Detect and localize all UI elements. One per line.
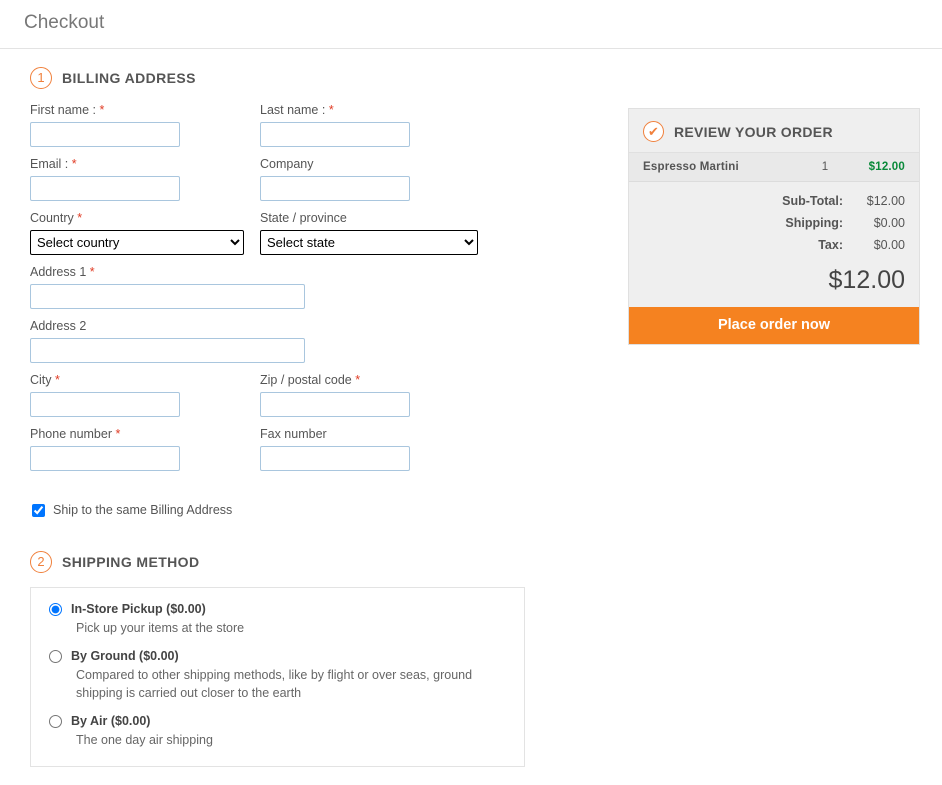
fax-label-text: Fax number: [260, 427, 327, 441]
email-input[interactable]: [30, 176, 180, 201]
shipping-desc-in-store-pickup: Pick up your items at the store: [76, 621, 245, 635]
state-label: [260, 211, 488, 225]
email-field: [30, 157, 258, 201]
order-item-row: [629, 152, 919, 182]
first-name-label: [30, 103, 258, 117]
company-label-text: Company: [260, 157, 314, 171]
tax-value: $0.00: [873, 238, 905, 252]
address2-label: [30, 319, 305, 333]
zip-label: [260, 373, 488, 387]
shipping-option-by-air[interactable]: [47, 714, 508, 749]
country-field: [30, 211, 258, 255]
city-label: [30, 373, 258, 387]
order-totals: [629, 182, 919, 264]
review-top-edge: [628, 101, 920, 108]
zip-label-text: Zip / postal code: [260, 373, 352, 387]
order-item-qty: 1: [821, 161, 829, 173]
grand-total: $12.00: [828, 266, 905, 294]
check-icon: ✔: [643, 121, 664, 142]
last-name-label-text: Last name :: [260, 103, 326, 117]
address1-input[interactable]: [30, 284, 305, 309]
address1-label-text: Address 1: [30, 265, 87, 279]
phone-field: [30, 427, 258, 471]
shipping-option-in-store-pickup[interactable]: [47, 602, 508, 637]
company-input[interactable]: [260, 176, 410, 201]
shipping-radio-by-ground[interactable]: [49, 650, 62, 663]
shipping-method-header: [30, 551, 620, 573]
ship-same-address-label: Ship to the same Billing Address: [53, 503, 233, 517]
address1-field: [30, 265, 305, 309]
country-label: [30, 211, 258, 225]
city-zip-row: [30, 373, 620, 427]
shipping-total-label: Shipping:: [785, 216, 843, 230]
shipping-desc-by-ground: Compared to other shipping methods, like by flight or over seas, ground shipping is carried out closer to the earth: [76, 668, 473, 701]
checkout-right-column: [628, 49, 928, 353]
last-name-input[interactable]: [260, 122, 410, 147]
shipping-label-in-store-pickup: In-Store Pickup ($0.00): [71, 602, 206, 616]
first-name-field: [30, 103, 258, 147]
shipping-radio-in-store-pickup[interactable]: [49, 603, 62, 616]
country-select[interactable]: [30, 230, 244, 255]
address2-label-text: Address 2: [30, 319, 87, 333]
company-label: [260, 157, 488, 171]
first-name-required: *: [99, 103, 105, 117]
city-field: [30, 373, 258, 417]
billing-address-title: BILLING ADDRESS: [62, 70, 196, 86]
page-title: Checkout: [0, 0, 942, 49]
phone-required: *: [115, 427, 121, 441]
last-name-label: [260, 103, 488, 117]
step-badge-2: 2: [30, 551, 52, 573]
order-review-title: REVIEW YOUR ORDER: [674, 123, 833, 140]
shipping-option-line[interactable]: [47, 649, 508, 663]
country-state-row: [30, 211, 620, 265]
shipping-label-by-air: By Air ($0.00): [71, 714, 151, 729]
checkout-content: [0, 49, 942, 767]
subtotal-label: Sub-Total:: [782, 194, 843, 208]
checkout-left-column: [0, 49, 620, 767]
order-review-panel: [628, 108, 920, 345]
city-required: *: [55, 373, 60, 387]
place-order-button[interactable]: Place order now: [629, 307, 919, 344]
tax-label: Tax:: [818, 238, 843, 252]
subtotal-value: $12.00: [866, 194, 905, 208]
email-label: [30, 157, 258, 171]
last-name-field: [260, 103, 488, 147]
fax-field: [260, 427, 488, 471]
address1-label: [30, 265, 305, 279]
email-label-text: Email :: [30, 157, 69, 171]
subtotal-row: [643, 194, 905, 208]
last-name-required: *: [328, 103, 334, 117]
shipping-method-options: [30, 587, 525, 767]
address2-input[interactable]: [30, 338, 305, 363]
zip-required: *: [355, 373, 361, 387]
billing-address-header: [30, 67, 620, 89]
first-name-label-text: First name :: [30, 103, 96, 117]
zip-input[interactable]: [260, 392, 410, 417]
tax-row: [643, 238, 905, 252]
zip-field: [260, 373, 488, 417]
step-badge-1: 1: [30, 67, 52, 89]
shipping-option-by-ground[interactable]: [47, 649, 508, 702]
review-bottom-edge: [628, 345, 920, 353]
name-row: [30, 103, 620, 157]
billing-address-form: [30, 103, 620, 517]
city-label-text: City: [30, 373, 52, 387]
shipping-option-line[interactable]: [47, 714, 508, 728]
shipping-option-line[interactable]: [47, 602, 508, 616]
email-company-row: [30, 157, 620, 211]
fax-input[interactable]: [260, 446, 410, 471]
order-item-name: Espresso Martini: [643, 161, 739, 173]
shipping-radio-by-air[interactable]: [49, 715, 62, 728]
state-label-text: State / province: [260, 211, 347, 225]
first-name-input[interactable]: [30, 122, 180, 147]
email-required: *: [71, 157, 77, 171]
shipping-total-value: $0.00: [873, 216, 905, 230]
shipping-method-title: SHIPPING METHOD: [62, 554, 200, 570]
state-field: [260, 211, 488, 255]
shipping-desc-by-air: The one day air shipping: [76, 733, 213, 748]
fax-label: [260, 427, 488, 441]
address2-field: [30, 319, 305, 363]
country-required: *: [77, 211, 83, 225]
address1-required: *: [89, 265, 95, 279]
company-field: [260, 157, 488, 201]
country-label-text: Country: [30, 211, 74, 225]
order-item-price: $12.00: [868, 161, 905, 173]
phone-label: [30, 427, 258, 441]
shipping-label-by-ground: By Ground ($0.00): [71, 649, 179, 664]
ship-same-address-checkbox[interactable]: [32, 504, 45, 517]
city-input[interactable]: [30, 392, 180, 417]
order-review-header: [629, 109, 919, 152]
phone-input[interactable]: [30, 446, 180, 471]
shipping-total-row: [643, 216, 905, 230]
state-select[interactable]: [260, 230, 478, 255]
phone-fax-row: [30, 427, 620, 481]
phone-label-text: Phone number: [30, 427, 113, 441]
ship-same-address-row[interactable]: [30, 503, 620, 517]
